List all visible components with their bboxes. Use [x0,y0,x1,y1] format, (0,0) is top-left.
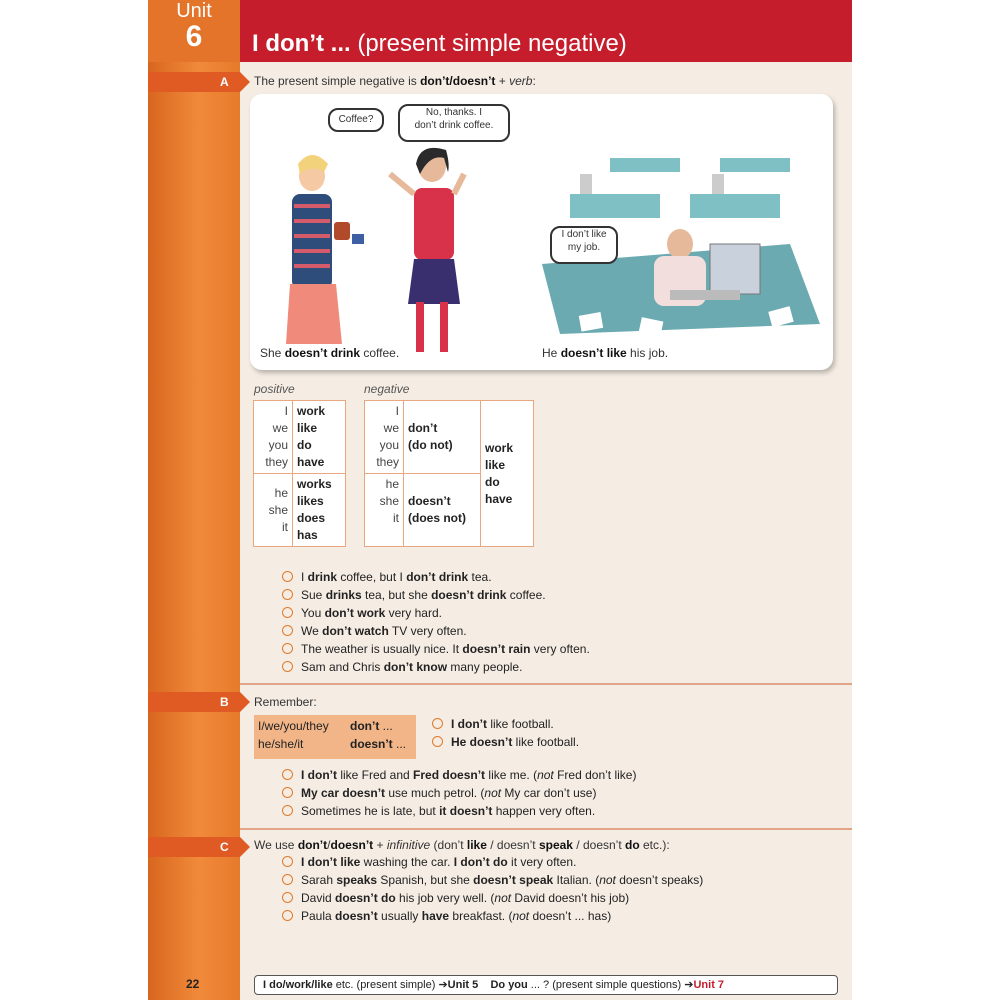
unit-number: 6 [185,20,203,53]
negative-table-caption: negative [364,382,410,396]
bullet-circle-icon [282,625,293,636]
link-unit-7[interactable]: Unit 7 [693,979,725,991]
pronouns-cell: I we you they [365,401,404,474]
list-item: Sue drinks tea, but she doesn’t drink coffee. [282,588,590,606]
bullet-circle-icon [282,874,293,885]
positive-table [253,400,346,547]
caption-left: She doesn’t drink coffee. [260,346,400,360]
page-title: I don’t ... (present simple negative) [252,30,627,57]
section-a-intro: The present simple negative is don’t/doesn’t + verb: [254,74,536,88]
section-a-tag: A [148,72,240,92]
table-row [254,401,346,474]
remember-examples [432,717,579,753]
speech-bubble-job: I don’t like my job. [550,226,618,264]
section-divider [240,683,852,685]
list-item: I don’t like football. [432,717,579,735]
remember-label: Remember: [254,695,317,709]
remember-row: I/we/you/they don’t ... [258,719,393,733]
list-item: My car doesn’t use much petrol. (not My car don’t use) [282,786,636,804]
section-b-examples [282,768,636,822]
arrow-right-icon: ➔ [684,979,694,991]
woman-pouring-coffee-illustration [286,155,364,344]
unit-label: Unit [176,0,212,22]
bullet-circle-icon [432,736,443,747]
table-row [365,401,534,474]
list-item: Paula doesn’t usually have breakfast. (not doesn’t ... has) [282,909,703,927]
list-item: Sarah speaks Spanish, but she doesn’t speak Italian. (not doesn’t speaks) [282,873,703,891]
bullet-circle-icon [432,718,443,729]
negative-table [364,400,534,547]
list-item: I drink coffee, but I don’t drink tea. [282,570,590,588]
ref-bold: Do you [490,979,528,991]
bullet-circle-icon [282,607,293,618]
speech-bubble-coffee: Coffee? [328,108,384,132]
aux-cell: doesn’t (does not) [404,474,481,547]
cross-reference-bar: I do/work/like etc. (present simple) ➔Unit 5 Do you ... ? (present simple questions) ➔Unit 7 [254,975,838,995]
bullet-circle-icon [282,661,293,672]
section-a-examples [282,570,590,678]
bullet-circle-icon [282,892,293,903]
list-item: David doesn’t do his job very well. (not David doesn’t his job) [282,891,703,909]
arrow-right-icon: ➔ [438,979,448,991]
list-item: Sometimes he is late, but it doesn’t happen very often. [282,804,636,822]
list-item: He doesn’t like football. [432,735,579,753]
verbs-cell: work like do have [293,401,346,474]
verbs-cell: works likes does has [293,474,346,547]
bullet-circle-icon [282,787,293,798]
verbs-cell: work like do have [481,401,534,547]
ref-bold: I do/work/like [263,979,333,991]
section-c-tag: C [148,837,240,857]
section-c-intro: We use don’t/doesn’t + infinitive (don’t like / doesn’t speak / doesn’t do etc.): [254,838,670,852]
left-orange-band [148,60,240,1000]
bullet-circle-icon [282,805,293,816]
pronouns-cell: he she it [254,474,293,547]
section-c-examples [282,855,703,927]
table-row [254,474,346,547]
pronouns-cell: I we you they [254,401,293,474]
list-item: You don’t work very hard. [282,606,590,624]
link-unit-5[interactable]: Unit 5 [447,979,479,991]
aux-cell: don’t (do not) [404,401,481,474]
list-item: I don’t like washing the car. I don’t do it very often. [282,855,703,873]
illustration-svg [250,94,833,370]
bullet-circle-icon [282,589,293,600]
list-item: I don’t like Fred and Fred doesn’t like me. (not Fred don’t like) [282,768,636,786]
pronouns-cell: he she it [365,474,404,547]
remember-row: he/she/it doesn’t ... [258,737,407,751]
section-b-tag: B [148,692,240,712]
bullet-circle-icon [282,856,293,867]
caption-right: He doesn’t like his job. [542,346,669,360]
title-bar [240,0,852,62]
page-number: 22 [186,977,200,991]
woman-refusing-illustration [390,148,464,352]
bullet-circle-icon [282,910,293,921]
unit-badge [148,0,240,62]
section-divider [240,828,852,830]
list-item: Sam and Chris don’t know many people. [282,660,590,678]
speech-bubble-no-thanks: No, thanks. I don’t drink coffee. [398,104,510,142]
bullet-circle-icon [282,571,293,582]
positive-table-caption: positive [254,382,295,396]
bullet-circle-icon [282,769,293,780]
divider [240,62,852,64]
illustration-panel [250,94,833,370]
bullet-circle-icon [282,643,293,654]
remember-box [254,715,416,759]
list-item: We don’t watch TV very often. [282,624,590,642]
list-item: The weather is usually nice. It doesn’t rain very often. [282,642,590,660]
